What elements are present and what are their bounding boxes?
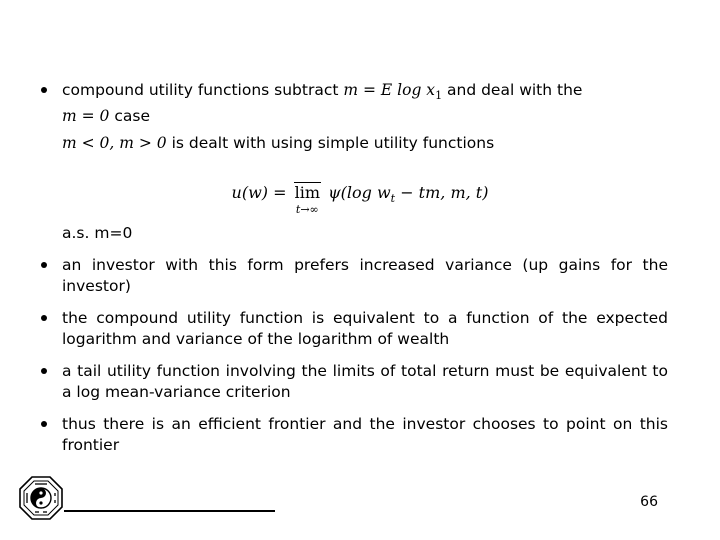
bullet-tail-utility [62,361,668,403]
limsup-operator [294,183,321,216]
limsup-word: lim [294,183,321,202]
bullet-compound-utility [62,80,668,127]
bullet-text: a tail utility function involving the limits of total return must be equivalent to a log mean-variance criterion [62,362,668,401]
display-equation [0,183,720,216]
bullet-dot [41,421,47,427]
bullet-efficient-frontier [62,414,668,456]
bullet-text: the compound utility function is equivalent to a function of the expected logarithm and variance of the logarithm of wealth [62,309,668,348]
bullet-text: compound utility functions subtract [62,81,339,99]
bullet-text-tail: and deal with the [447,81,583,99]
bullet-dot [41,315,47,321]
limsup-subscript: t→∞ [295,203,319,216]
page-number: 66 [640,494,658,510]
almost-surely-line: a.s. m=0 [62,224,133,242]
equation-rhs: ψ(log $w_t$ − tm, m, t) [328,183,489,206]
bullet-text: thus there is an efficient frontier and the investor chooses to point on this frontier [62,415,668,454]
bullet-text: an investor with this form prefers increased variance (up gains for the investor) [62,256,668,295]
bullet-investor-variance [62,255,668,297]
equation-m-zero: m = 0 [62,107,110,126]
equation-m-def: m = E $\log x_1$ [343,81,443,103]
bullet-dot [41,368,47,374]
equation-m-signs: m < 0, m > 0 [62,134,167,152]
equation-lhs: u(w) = [231,183,287,202]
emblem-logo-icon [18,475,64,521]
bullet-text-case: case [114,107,150,126]
bullet-compound-equivalence [62,308,668,350]
bullet-dot [41,262,47,268]
bullet-dot [41,87,47,93]
footer-rule [64,510,275,512]
paragraph-simple-utility [62,133,668,154]
paragraph-text: is dealt with using simple utility functions [171,134,495,152]
